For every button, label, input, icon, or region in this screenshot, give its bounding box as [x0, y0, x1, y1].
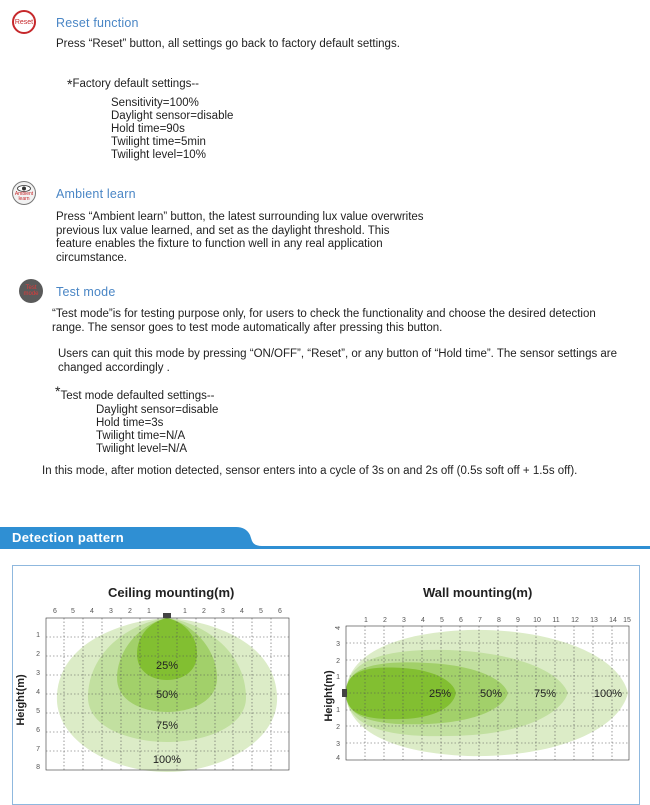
ceiling-x-tick: 6 — [278, 608, 282, 615]
ceiling-y-ticks — [36, 632, 40, 771]
reset-icon — [12, 10, 36, 34]
wall-x-tick: 7 — [478, 617, 482, 624]
wall-chart — [318, 608, 636, 768]
ambient-eye-icon — [12, 181, 36, 205]
wall-x-tick: 12 — [571, 617, 579, 624]
ceiling-zone-label: 50% — [155, 689, 179, 701]
ceiling-x-tick: 2 — [202, 608, 206, 615]
wall-zone-label: 25% — [428, 688, 452, 700]
wall-y-tick: 3 — [336, 641, 340, 648]
reset-defaults-heading: *Factory default settings-- — [67, 76, 200, 92]
ceiling-chart-title: Ceiling mounting(m) — [108, 585, 235, 600]
ceiling-zone-label: 25% — [155, 660, 179, 672]
test-title: Test mode — [56, 285, 116, 299]
ceiling-y-tick: 3 — [36, 670, 40, 677]
wall-y-tick: 4 — [335, 626, 342, 630]
wall-x-tick: 14 — [609, 617, 617, 624]
wall-x-ticks — [364, 617, 631, 624]
wall-y-axis-label: Height(m) — [323, 670, 335, 722]
ceiling-x-tick: 6 — [53, 608, 57, 615]
ceiling-x-tick: 5 — [259, 608, 263, 615]
wall-y-tick: 1 — [336, 674, 340, 681]
wall-chart-title: Wall mounting(m) — [423, 585, 533, 600]
ceiling-y-tick: 4 — [36, 689, 40, 696]
ceiling-x-tick: 2 — [128, 608, 132, 615]
ceiling-y-tick: 5 — [36, 708, 40, 715]
ceiling-x-tick: 5 — [71, 608, 75, 615]
wall-x-tick: 6 — [459, 617, 463, 624]
reset-icon-text: Reset — [14, 18, 34, 26]
wall-x-tick: 3 — [402, 617, 406, 624]
ceiling-sensor-marker — [163, 613, 171, 618]
test-default-item: Twilight level=N/A — [96, 443, 188, 455]
ceiling-y-tick: 6 — [36, 727, 40, 734]
ceiling-x-tick: 1 — [183, 608, 187, 615]
wall-y-ticks — [335, 626, 342, 762]
ceiling-zone-label: 100% — [152, 754, 182, 766]
test-mode-icon — [19, 279, 43, 303]
reset-defaults-heading-text: Factory default settings-- — [72, 78, 200, 90]
wall-sensor-marker — [342, 689, 347, 697]
detection-banner-title: Detection pattern — [12, 530, 125, 545]
ambient-title: Ambient learn — [56, 187, 136, 201]
wall-x-tick: 15 — [623, 617, 631, 624]
test-icon-text: Test mode — [23, 285, 39, 297]
test-default-item: Daylight sensor=disable — [96, 404, 219, 416]
wall-zone-label: 50% — [479, 688, 503, 700]
wall-x-tick: 4 — [421, 617, 425, 624]
reset-default-item: Daylight sensor=disable — [111, 110, 234, 122]
wall-x-tick: 11 — [552, 617, 560, 624]
wall-x-tick: 2 — [383, 617, 387, 624]
reset-title: Reset function — [56, 16, 139, 30]
wall-y-tick: 4 — [336, 755, 340, 762]
wall-x-tick: 9 — [516, 617, 520, 624]
ceiling-y-tick: 7 — [36, 746, 40, 753]
wall-y-tick: 1 — [336, 707, 340, 714]
test-defaults-heading-text: Test mode defaulted settings-- — [60, 390, 215, 402]
test-description-1: “Test mode”is for testing purpose only, for users to check the functionality and choose the desired detection range. The sensor goes to test mode automatically after pressing this button. — [52, 308, 596, 334]
test-default-item: Twilight time=N/A — [96, 430, 186, 442]
wall-y-tick: 3 — [336, 741, 340, 748]
wall-x-tick: 5 — [440, 617, 444, 624]
reset-default-item: Twilight time=5min — [111, 136, 206, 148]
wall-x-tick: 10 — [533, 617, 541, 624]
reset-default-item: Sensitivity=100% — [111, 97, 199, 109]
ceiling-y-tick: 2 — [36, 651, 40, 658]
ceiling-x-tick: 3 — [109, 608, 113, 615]
wall-zone-label: 100% — [593, 688, 623, 700]
test-description-2: Users can quit this mode by pressing “ON/OFF”, “Reset”, or any button of “Hold time”. The sensor settings are changed accordingly . — [58, 348, 618, 374]
ambient-description: Press “Ambient learn” button, the latest surrounding lux value overwrites previous lux value learned, and set as the daylight threshold. This feature enables the fixture to function well in any real application circumstance. — [56, 211, 424, 264]
reset-description: Press “Reset” button, all settings go back to factory default settings. — [56, 38, 400, 50]
ceiling-x-tick: 1 — [147, 608, 151, 615]
ceiling-x-tick: 3 — [221, 608, 225, 615]
wall-x-tick: 8 — [497, 617, 501, 624]
test-default-item: Hold time=3s — [96, 417, 164, 429]
reset-default-item: Hold time=90s — [111, 123, 185, 135]
ceiling-chart — [12, 600, 312, 800]
ceiling-y-tick: 8 — [36, 764, 40, 771]
ceiling-y-axis-label: Height(m) — [15, 674, 27, 726]
ceiling-x-tick: 4 — [240, 608, 244, 615]
wall-x-tick: 1 — [364, 617, 368, 624]
ceiling-y-tick: 1 — [36, 632, 40, 639]
ceiling-zone-label: 75% — [155, 720, 179, 732]
wall-zone-label: 75% — [533, 688, 557, 700]
test-cycle-note: In this mode, after motion detected, sensor enters into a cycle of 3s on and 2s off (0.5s soft off + 1.5s off). — [42, 465, 578, 477]
reset-default-item: Twilight level=10% — [111, 149, 206, 161]
test-defaults-heading: *Test mode defaulted settings-- — [55, 383, 215, 402]
wall-y-tick: 2 — [336, 658, 340, 665]
wall-y-tick: 2 — [336, 724, 340, 731]
ambient-icon-text: Ambient learn — [14, 190, 34, 202]
ceiling-x-tick: 4 — [90, 608, 94, 615]
wall-x-tick: 13 — [590, 617, 598, 624]
